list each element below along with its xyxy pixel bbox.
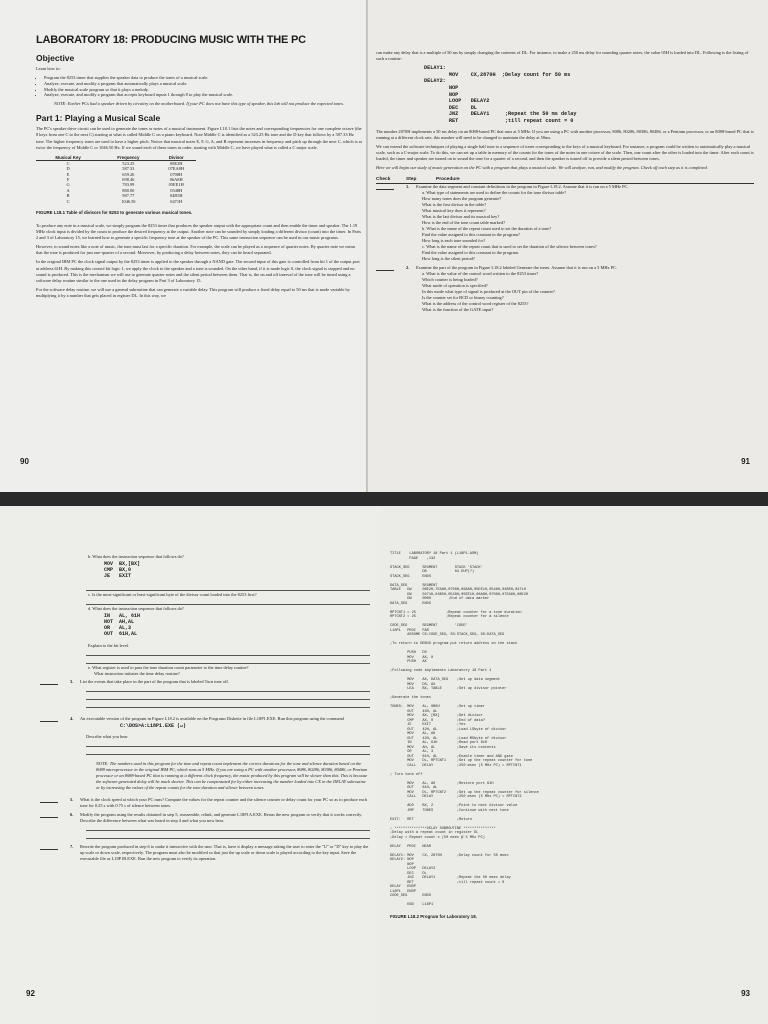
step-7 [40, 844, 370, 862]
step-number: 4. [70, 716, 74, 722]
cell: 783.99 [122, 182, 135, 188]
question: In this mode what type of signal is produced at the OUT pin of the counter? [422, 289, 555, 295]
answer-line [86, 584, 370, 591]
paragraph: However, to sound notes like a note of music, the tone must last for a specific duration. For example, the scale can be played as a sequence of quarter notes. By quarter note we mean that the tone is produced for just one-quarter of a second. Moreover, by producing a delay between notes, they can be heard separated. [36, 244, 355, 256]
answer-line [86, 748, 370, 755]
objectives-list [36, 75, 362, 98]
describe-text: Describe what you hear. [86, 733, 129, 739]
explain-text: Explain to the bit level. [88, 643, 130, 649]
step-text: What is the clock speed at which your PC runs? Compute the values for the repeat counter and the silence counter or delay count for your PC so as to produce each tone for 0.25 s with 0.75 s of silence between tones. [80, 797, 367, 809]
answer-line [86, 657, 370, 664]
question: Find the value assigned to this constant in the program? [422, 232, 520, 238]
check-box[interactable] [376, 265, 394, 271]
question: a. What type of statements are used to define the counts for the tone divisor table? [422, 190, 567, 196]
step-2: 2. Examine the part of the program in Figure L18.2 labeled Generate the tones. Assume that it is run on a 5 MHz PC. [376, 265, 754, 271]
cell: F [66, 176, 70, 182]
page-90 [0, 0, 372, 492]
step-5 [40, 797, 370, 809]
procedure-header [376, 177, 754, 184]
cell: E [66, 171, 70, 177]
check-box[interactable] [40, 844, 58, 850]
procedure-header-label: Procedure [436, 177, 460, 183]
paragraph: The number 2870H implements a 50 ms delay on an 8088-based PC that runs at 5 MHz. If you are using a PC with another processor, 8086, 80286, 80386, 80486, or a Pentium processor, or an 8088-based PC that is running at a different clock rate, this number will need to be changed to maintain the delay at 50ms. [376, 128, 754, 140]
check-box[interactable] [40, 716, 58, 722]
part1-heading: Part 1: Playing a Musical Scale [36, 113, 161, 124]
page-number: 91 [741, 457, 750, 466]
answer-line [86, 649, 370, 656]
question-e2: What instruction initiates the time delay routine? [94, 671, 180, 677]
answer-line [86, 685, 370, 692]
code-b: MOV BX,[BX] CMP BX,0 JE EXIT [104, 561, 141, 580]
note-text: NOTE: Earlier PCs had a speaker driven by circuitry on the motherboard. If your PC does not have this type of speaker, this lab will not produce the expected tones. [54, 101, 344, 107]
cell: 880.00 [122, 187, 135, 193]
step-number: 6. [70, 812, 74, 818]
cell: 04B5H [169, 193, 183, 199]
answer-line [86, 701, 370, 708]
paragraph: We can extend the software techniques of playing a single half tone to a sequence of tones corresponding to the keys of a musical keyboard. For instance, a program could be written to automatically play a musical scale, such as a C-major scale. To do this, we can set up a table in memory of the counts for the tones of the notes in one octave of the scale. Then, one count after the other is loaded into the timer. After each count is loaded, the timer and speaker are turned on to sound the tone for a quarter of a second, and then the speaker is turned off to provide a silent period between tones. [376, 143, 754, 161]
lab-title: LABORATORY 18: PRODUCING MUSIC WITH THE PC [36, 34, 306, 46]
cell: 0548H [170, 187, 183, 193]
step-header: Step [406, 177, 417, 183]
step-1: 1. Examine the data segment and constant definitions in the program in Figure L18.2. Assume that it is run on a 5 MHz PC. [376, 184, 754, 190]
question: Which counter is being loaded? [422, 277, 478, 283]
page-number: 93 [741, 989, 750, 998]
step-number: 3. [70, 679, 74, 685]
question-c: c. Is the most-significant or least-significant byte of the divisor count loaded into the 8253 first? [88, 591, 257, 597]
paragraph: can make any delay that is a multiple of 50 ms by simply changing the contents of DL. For instance, to make a 250 ms delay for sounding quarter notes, the value 05H is loaded into DL. Following is the listing of such a routine: [376, 50, 749, 62]
list-item: • Analyze, execute, and modify a program that accepts keyboard inputs 1 through 8 to play the musical scale. [44, 92, 362, 98]
cell: A [66, 187, 70, 193]
answer-line [86, 740, 370, 747]
table-header: Divisor [156, 155, 196, 161]
step-number: 5. [70, 797, 74, 803]
step-text: Examine the data segment and constant definitions in the program in Figure L18.2. Assume that it is run on a 5 MHz PC. [416, 184, 629, 190]
list-item: • Program the 8253 timer that supplies the speaker data to produce the tones of a musical scale. [44, 75, 362, 81]
question-b: b. What does the instruction sequence that follows do? [88, 554, 184, 559]
cell: 587.33 [122, 166, 135, 172]
question: b. What is the name of the repeat count used to set the duration of a tone? [422, 226, 552, 232]
question-e: e. What register is used to pass the tone duration count parameter to the time delay routine? [88, 665, 249, 671]
step-text: List the events that take place in the part of the program that is labeled Turn tone off. [80, 679, 229, 685]
cell: 0708H [170, 171, 183, 177]
paragraph: To produce any note in a musical scale, we simply program the 8253 timer that produces the speaker output with the appropriate count and then enable the timer and speaker. The 1.19 MHz clock input is divided by the count to produce the desired frequency at the output. Another note can be sounded by simply loading a different divisor (count) into the timer. In Parts 2 and 3 of Laboratory 15, we learned how to generate a specific frequency tone at the speaker of the PC. This same instruction sequence can be used in our music programs. [36, 223, 361, 241]
table-header: Frequency [100, 155, 156, 161]
answer-line [86, 824, 370, 831]
question: How is the end of the tone count table marked? [422, 220, 506, 226]
cell: 1046.50 [121, 198, 136, 204]
step-text: Modify the program using the results obtained in step 5, reassemble, relink, and generate L18P1A.EXE. Rerun the new program to verify that it works correctly. Describe the difference between what was heard in step 4 and what you now hear. [80, 812, 363, 824]
check-header: Check [376, 177, 391, 183]
step-text: Rewrite the program produced in step 6 to make it interactive with the user. That is, have it display a message asking the user to enter the "U" or "D" key to play the up scale or down scale, respectively. The program must also be modified so that just the up scale or down scale is played according to the key input. Save the executable file as L18P1B.EXE. Run the new program to verify its operation. [80, 844, 369, 862]
paragraph: For the software delay routine, we will use a general subroutine that can generate a variable delay. This program will produce a fixed delay equal to 50 ms that is made variable by multiplying it by a number that gets placed in register DL. In this way, we [36, 286, 350, 298]
table-row [36, 199, 196, 204]
paragraph: The PC's speaker drive circuit can be used to generate the tones or notes of a musical instrument. Figure L18.1 lists the notes and corresponding frequencies for one complete octave (the 8 keys from one C to the next C) starting at what is called Middle C on a piano keyboard. Note Middle C is identified as a 523.25 Hz tone and the D key that follows by a 587.33 Hz tone. The higher frequency tones are used to have a higher pitch. Notice that musical notes E, F, G, A, and B represent increases in frequency and pitch up through the next C, which is at twice the frequency of Middle C or 1046.50 Hz. If we sound each of these tones in order, starting with Middle C, we have played what is called a C major scale. [36, 126, 362, 150]
cell: G [66, 182, 70, 188]
cell: 07EA8H [168, 166, 185, 172]
run-command: C:\DOS>A:L18P1.EXE (↵) [120, 723, 187, 730]
question-d: d. What does the instruction sequence that follows do? [88, 605, 184, 611]
check-box[interactable] [376, 184, 394, 190]
paragraph: In the original IBM PC the clock signal output by the 8253 timer is applied to the speaker through a NAND gate. The second input of this gate is controlled from bit 1 of the output port at address 61H. By making this control bit logic 1, we apply the clock to the speaker and a tone is sounded. On the other hand, if it is made logic 0, the clock signal is stopped and no sound is produced. This is the mechanism we will use to generate quarter notes and the silent period between them. That is, the on and off interval of the tone will be timed using a software delay routine similar to the one used in the delay program in Part 3 of Laboratory 15. [36, 259, 360, 283]
question: What is the function of the GATE input? [422, 307, 494, 313]
note-text: NOTE: The numbers used in this program for the time and repeat count implement the correct durations for the tone and silence duration based on the 8088 microprocessor in the original IBM PC, which runs at 5 MHz. If you are using a PC with another processor, 8086, 80286, 80386, 80486, or Pentium processor or an 8088-based PC that is running at a different clock frequency, the music produced by this program will be slower than this. This is because the software generated delay will be much shorter. This can be compensated for by either increasing the number loaded into CX in the DELAY subroutine or by increasing the values of the repeat counts for the tone duration and silence between tones. [96, 760, 368, 790]
cell: C [66, 198, 70, 204]
question: What is the first divisor in the table? [422, 202, 487, 208]
page-number: 90 [20, 457, 29, 466]
check-box[interactable] [40, 797, 58, 803]
question: How long is the silent period? [422, 256, 475, 262]
list-item: • Analyze, execute, and modify a program that automatically plays a musical scale. [44, 81, 362, 87]
table-header: Musical Key [36, 155, 100, 161]
question: How many tones does the program generate? [422, 196, 502, 202]
question: What mode of operation is specified? [422, 283, 488, 289]
check-box[interactable] [40, 679, 58, 685]
question: What is the last divisor and its musical key? [422, 214, 500, 220]
objective-heading: Objective [36, 53, 75, 63]
question: What is the address of the control word register of the 8253? [422, 301, 529, 307]
step-text: Examine the part of the program in Figure L18.2 labeled Generate the tones. Assume that it is run on a 5 MHz PC. [416, 265, 618, 271]
figure-caption: FIGURE L18.2 Program for Laboratory 18. [390, 913, 477, 919]
figure-caption: FIGURE L18.1 Table of divisors for 8253 to generate various musical tones. [36, 210, 193, 215]
cell: 05EE1H [168, 182, 184, 188]
question: What musical key does it represent? [422, 208, 486, 214]
cell: 08E2H [170, 160, 183, 166]
step-text: An executable version of the program in Figure L18.2 is available on the Programs Diskette in file L18P1.EXE. Run this program using the command [80, 716, 344, 722]
answer-line [86, 598, 370, 605]
code-d: IN AL, 61H NOT AH,AL OR AL,3 OUT 61H,AL [104, 612, 141, 638]
cell: 698.46 [122, 176, 135, 182]
cell: 06A8H [169, 176, 183, 182]
step-number: 7. [70, 844, 74, 850]
question: Is the counter set for BCD or binary counting? [422, 295, 504, 301]
divisor-table [36, 155, 196, 204]
question: How long is each tone sounded for? [422, 238, 486, 244]
answer-line [86, 832, 370, 839]
cell: 0471H [170, 198, 183, 204]
cell: 987.77 [122, 193, 135, 199]
cell: 523.25 [122, 160, 135, 166]
question: a. What is the value of the control word written to the 8253 timer? [422, 271, 539, 277]
learn-how-text: Learn how to: [36, 66, 61, 71]
paragraph: Here we will begin our study of music generation on the PC with a program that plays a musical scale. We will analyze, run, and modify the program. Check off each step as it is completed. [376, 165, 708, 170]
question: Find the value assigned to this constant in the program. [422, 250, 520, 256]
program-listing: TITLE LABORATORY 18 Part 1 (L18P1.ASM) PAGE ,132 STACK_SEG SEGMENT STACK 'STACK' DB 64 DUP(?) STACK_SEG ENDS DATA_SEG SEGMENT TABLE DW 08E2H,7EA8H,0708H,06A8H,05EE1H,0548H,04B5H,0471H DW 0471H,04B5H,0548H,05EE1H,06A8H,0708H,07EA8H,08E2H DW 0000 ;End of data marker DATA_SEG ENDS RPTCNT1 = 25 ;Repeat counter for a tone duration RPTCNT2 = 25 ;Repeat counter for a silence CODE_SEG SEGMENT 'CODE' L18P1 PROC FAR ASSUME CS:CODE_SEG, SS:STACK_SEG, DS:DATA_SEG ;To return to DEBUG program put return address on the stack PUSH DS MOV AX, 0 PUSH AX ;Following code implements Laboratory 18 Part 1 MOV AX, DATA_SEG ;Set up data segment MOV DS, AX LEA BX, TABLE ;Set up divisor pointer ;Generate the tones TONES: MOV AL, 0B6H ;Set up timer OUT 43H, AL MOV AX, [BX] ;Get divisor CMP AX, 0 ;End of data? JE EXIT ;Yes OUT 42H, AL ;Load LSbyte of divisor MOV AL, AH OUT 42H, AL ;Load MSbyte of divisor IN AL, 61H ;Read port 61H MOV AH, AL ;Save its contents OR AL, 3 OUT 61H, AL ;Enable timer and AND gate MOV DL, RPTCNT1 ;Set up the repeat counter for tone CALL DELAY ;250 msec (5 MHz PC) = RPTCNT1 ; Turn tone off MOV AL, AH ;Restore port 61H OUT 61H, AL MOV DL, RPTCNT2 ;Set up the repeat counter for silence CALL DELAY ;250 msec (5 MHz PC) = RPTCNT2 ADD BX, 2 ;Point to next divisor value JMP TONES ;Continue with next tone EXIT: RET ;Return ; ***************DELAY SUBROUTINE *************** ;Delay with a repeat count in register DL ;Delay = Repeat count x (50 msec @ 5 MHz PC) DELAY PROC NEAR DELAY1: MOV CX, 2870H ;Delay count for 50 msec DELAY2: NOP NOP LOOP DELAY2 DEC DL JNZ DELAY1 ;Repeat the 50 msec delay RET ;till repeat count = 0 DELAY ENDP L18P1 ENDP CODE_SEG ENDS END L18P1 [390, 552, 539, 907]
cell: B [66, 193, 70, 199]
page-93 [380, 506, 768, 1024]
check-box[interactable] [40, 812, 58, 818]
step-4 [40, 716, 370, 722]
step-6 [40, 812, 370, 824]
cell: D [66, 166, 70, 172]
cell: C [66, 160, 70, 166]
page-92 [0, 506, 382, 1024]
cell: 659.26 [122, 171, 135, 177]
list-item: • Modify the musical scale program so that it plays a melody. [44, 87, 362, 93]
page-91 [368, 0, 768, 492]
question: c. What is the name of the repeat count that is used to set the duration of the silence between tones? [422, 244, 597, 250]
delay-code: DELAY1: MOV CX,2870H ;Delay count for 50 ms DELAY2: NOP NOP LOOP DELAY2 DEC DL JNZ DELAY1 ;Repeat the 50 ms delay RET ;till repeat count = 0 [424, 65, 577, 124]
answer-line [86, 693, 370, 700]
page-number: 92 [26, 989, 35, 998]
